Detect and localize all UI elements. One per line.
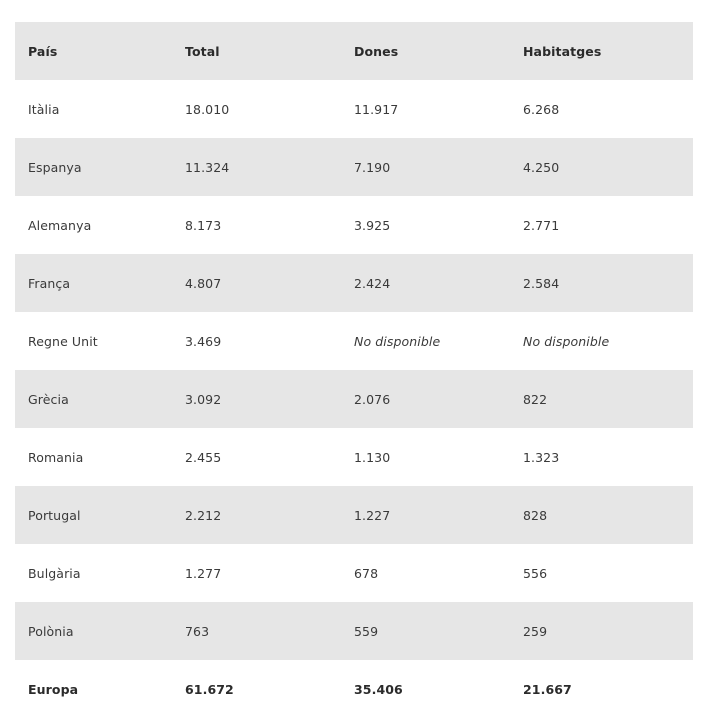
cell-pais: Romania xyxy=(28,449,84,465)
table-total-row xyxy=(15,660,693,718)
header-cell-total: Total xyxy=(185,43,220,59)
cell-dones: 2.076 xyxy=(354,391,391,407)
cell-pais: Espanya xyxy=(28,159,82,175)
cell-pais: Grècia xyxy=(28,391,69,407)
cell-total: 18.010 xyxy=(185,101,230,117)
cell-total: 3.092 xyxy=(185,391,222,407)
cell-dones: 1.130 xyxy=(354,449,391,465)
cell-pais: França xyxy=(28,275,71,291)
cell-habitatges: 556 xyxy=(523,565,548,581)
cell-total: 4.807 xyxy=(185,275,222,291)
table-row xyxy=(15,544,693,602)
cell-dones: 559 xyxy=(354,623,379,639)
cell-dones-not-available: No disponible xyxy=(354,333,441,349)
cell-total: 763 xyxy=(185,623,210,639)
cell-habitatges: 1.323 xyxy=(523,449,560,465)
cell-dones: 678 xyxy=(354,565,379,581)
cell-total: 2.212 xyxy=(185,507,222,523)
table-row xyxy=(15,486,693,544)
cell-habitatges: 259 xyxy=(523,623,548,639)
cell-dones: 11.917 xyxy=(354,101,399,117)
cell-habitatges: 6.268 xyxy=(523,101,560,117)
table-row xyxy=(15,138,693,196)
cell-dones: 2.424 xyxy=(354,275,391,291)
cell-pais: Portugal xyxy=(28,507,81,523)
table-header-row xyxy=(15,22,693,80)
cell-habitatges: 2.584 xyxy=(523,275,560,291)
table-row xyxy=(15,254,693,312)
total-cell-total: 61.672 xyxy=(185,681,234,697)
header-cell-pais: País xyxy=(28,43,58,59)
cell-dones: 3.925 xyxy=(354,217,391,233)
cell-pais: Polònia xyxy=(28,623,74,639)
table-row xyxy=(15,312,693,370)
cell-total: 8.173 xyxy=(185,217,222,233)
table-row xyxy=(15,196,693,254)
table-row xyxy=(15,370,693,428)
total-cell-habitatges: 21.667 xyxy=(523,681,572,697)
data-table xyxy=(15,22,693,718)
cell-total: 1.277 xyxy=(185,565,222,581)
cell-habitatges: 2.771 xyxy=(523,217,560,233)
cell-habitatges: 828 xyxy=(523,507,548,523)
cell-pais: Alemanya xyxy=(28,217,92,233)
header-cell-dones: Dones xyxy=(354,43,399,59)
cell-pais: Regne Unit xyxy=(28,333,98,349)
cell-total: 2.455 xyxy=(185,449,222,465)
header-cell-habitatges: Habitatges xyxy=(523,43,602,59)
cell-dones: 7.190 xyxy=(354,159,391,175)
table-row xyxy=(15,428,693,486)
cell-dones: 1.227 xyxy=(354,507,391,523)
cell-pais: Bulgària xyxy=(28,565,81,581)
total-cell-dones: 35.406 xyxy=(354,681,403,697)
cell-pais: Itàlia xyxy=(28,101,60,117)
cell-total: 11.324 xyxy=(185,159,230,175)
cell-total: 3.469 xyxy=(185,333,222,349)
table-row xyxy=(15,602,693,660)
cell-habitatges: 822 xyxy=(523,391,548,407)
table-row xyxy=(15,80,693,138)
total-cell-pais: Europa xyxy=(28,681,79,697)
cell-habitatges: 4.250 xyxy=(523,159,560,175)
cell-habitatges-not-available: No disponible xyxy=(523,333,610,349)
